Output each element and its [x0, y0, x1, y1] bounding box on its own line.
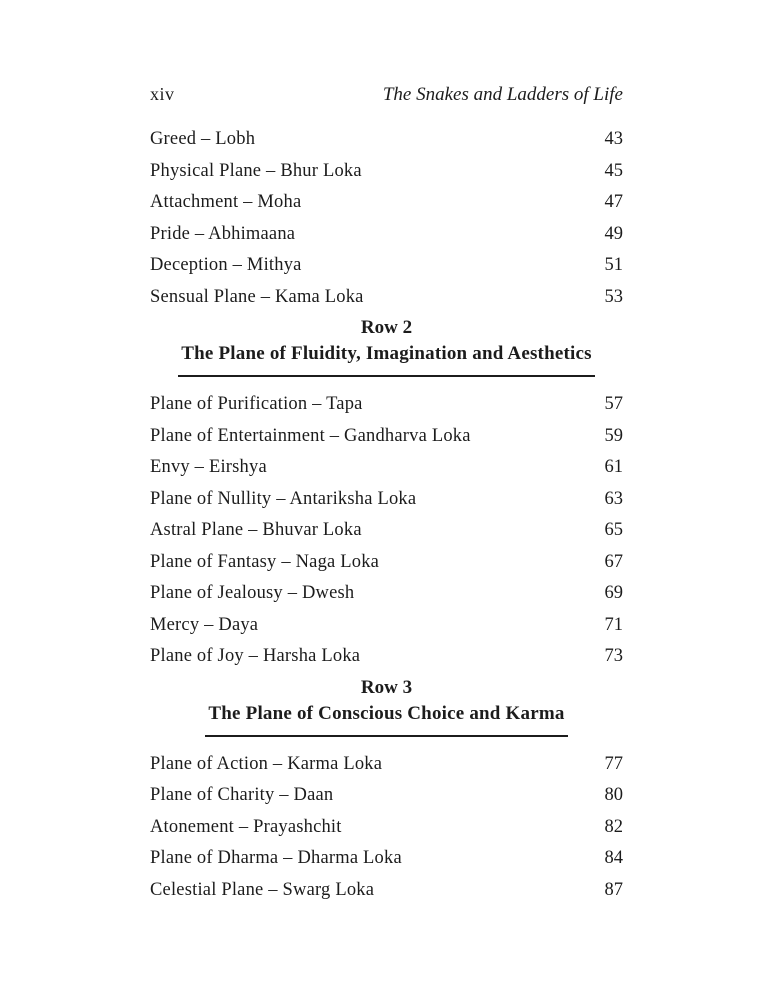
toc-entry: [150, 187, 623, 219]
toc-entry-label: Plane of Charity – Daan: [150, 785, 334, 805]
toc-entry-page: 57: [604, 394, 623, 414]
section-heading-row-2: [150, 315, 623, 377]
toc-entry-page: 43: [604, 129, 623, 149]
toc-entry-label: Pride – Abhimaana: [150, 223, 296, 244]
toc-entry: [150, 484, 623, 516]
toc-entry: [150, 389, 623, 421]
section-title-line: [150, 341, 623, 377]
toc-entry-label: Plane of Nullity – Antariksha Loka: [150, 488, 417, 509]
toc-entry-page: 45: [604, 160, 623, 181]
toc-entry-label: Plane of Fantasy – Naga Loka: [150, 551, 380, 572]
toc-entry-label: Atonement – Prayashchit: [150, 816, 342, 837]
toc-entry: [150, 156, 623, 188]
toc-entry-page: 73: [604, 646, 623, 666]
toc-entry-page: 67: [604, 551, 623, 572]
running-head-book-title: The Snakes and Ladders of Life: [382, 84, 623, 105]
toc-entry-page: 47: [604, 192, 623, 212]
toc-entry-page: 51: [604, 255, 623, 275]
toc-section-1: [150, 124, 623, 313]
toc-entry-page: 65: [604, 520, 623, 540]
toc-entry-label: Astral Plane – Bhuvar Loka: [150, 520, 362, 540]
toc-entry: [150, 843, 623, 875]
toc-entry-page: 69: [604, 583, 623, 603]
toc-entry-page: 63: [604, 488, 623, 509]
toc-entry-label: Envy – Eirshya: [150, 457, 267, 477]
toc-entry: [150, 250, 623, 282]
section-row-label: Row 2: [360, 317, 413, 338]
toc-entry-label: Plane of Purification – Tapa: [150, 394, 363, 414]
toc-entry: [150, 780, 623, 812]
toc-entry-label: Plane of Action – Karma Loka: [150, 753, 383, 774]
section-row-label: Row 3: [360, 676, 413, 698]
toc-entry: [150, 641, 623, 673]
toc-entry-label: Celestial Plane – Swarg Loka: [150, 879, 375, 900]
toc-entry: [150, 578, 623, 610]
toc-entry: [150, 749, 623, 781]
toc-entry-page: 61: [604, 457, 623, 477]
toc-section-2: [150, 389, 623, 673]
toc-entry-label: Plane of Entertainment – Gandharva Loka: [150, 425, 471, 446]
page-header: [150, 84, 623, 108]
toc-entry-page: 71: [604, 614, 623, 635]
toc-entry: [150, 452, 623, 484]
toc-entry-label: Plane of Dharma – Dharma Loka: [150, 848, 402, 868]
toc-entry-label: Physical Plane – Bhur Loka: [150, 160, 362, 181]
toc-entry-label: Mercy – Daya: [150, 614, 259, 635]
section-heading-row-3: [150, 675, 623, 737]
toc-section-3: [150, 749, 623, 907]
book-page: [150, 0, 623, 906]
toc-entry-page: 80: [604, 785, 623, 805]
toc-entry: [150, 124, 623, 156]
folio-page-number: xiv: [150, 84, 175, 104]
toc-entry-label: Plane of Jealousy – Dwesh: [150, 583, 355, 603]
toc-entry: [150, 219, 623, 251]
toc-entry: [150, 610, 623, 642]
toc-entry: [150, 875, 623, 907]
toc-entry: [150, 421, 623, 453]
toc-entry-label: Deception – Mithya: [150, 255, 302, 275]
section-title-line: [150, 701, 623, 737]
toc-entry-page: 77: [604, 753, 623, 774]
toc-entry-label: Sensual Plane – Kama Loka: [150, 286, 364, 307]
toc-entry-page: 53: [604, 286, 623, 307]
toc-entry-page: 87: [604, 879, 623, 900]
toc-entry: [150, 515, 623, 547]
toc-entry-page: 84: [604, 848, 623, 868]
toc-entry: [150, 812, 623, 844]
section-title: The Plane of Conscious Choice and Karma: [205, 701, 567, 737]
toc-entry: [150, 547, 623, 579]
toc-entry-page: 82: [604, 816, 623, 837]
toc-entry-label: Attachment – Moha: [150, 192, 302, 212]
toc-entry-page: 59: [604, 425, 623, 446]
toc-entry-label: Plane of Joy – Harsha Loka: [150, 646, 361, 666]
toc-entry: [150, 282, 623, 314]
toc-entry-page: 49: [604, 223, 623, 244]
section-title: The Plane of Fluidity, Imagination and Aesthetics: [178, 341, 594, 377]
toc-entry-label: Greed – Lobh: [150, 129, 256, 149]
